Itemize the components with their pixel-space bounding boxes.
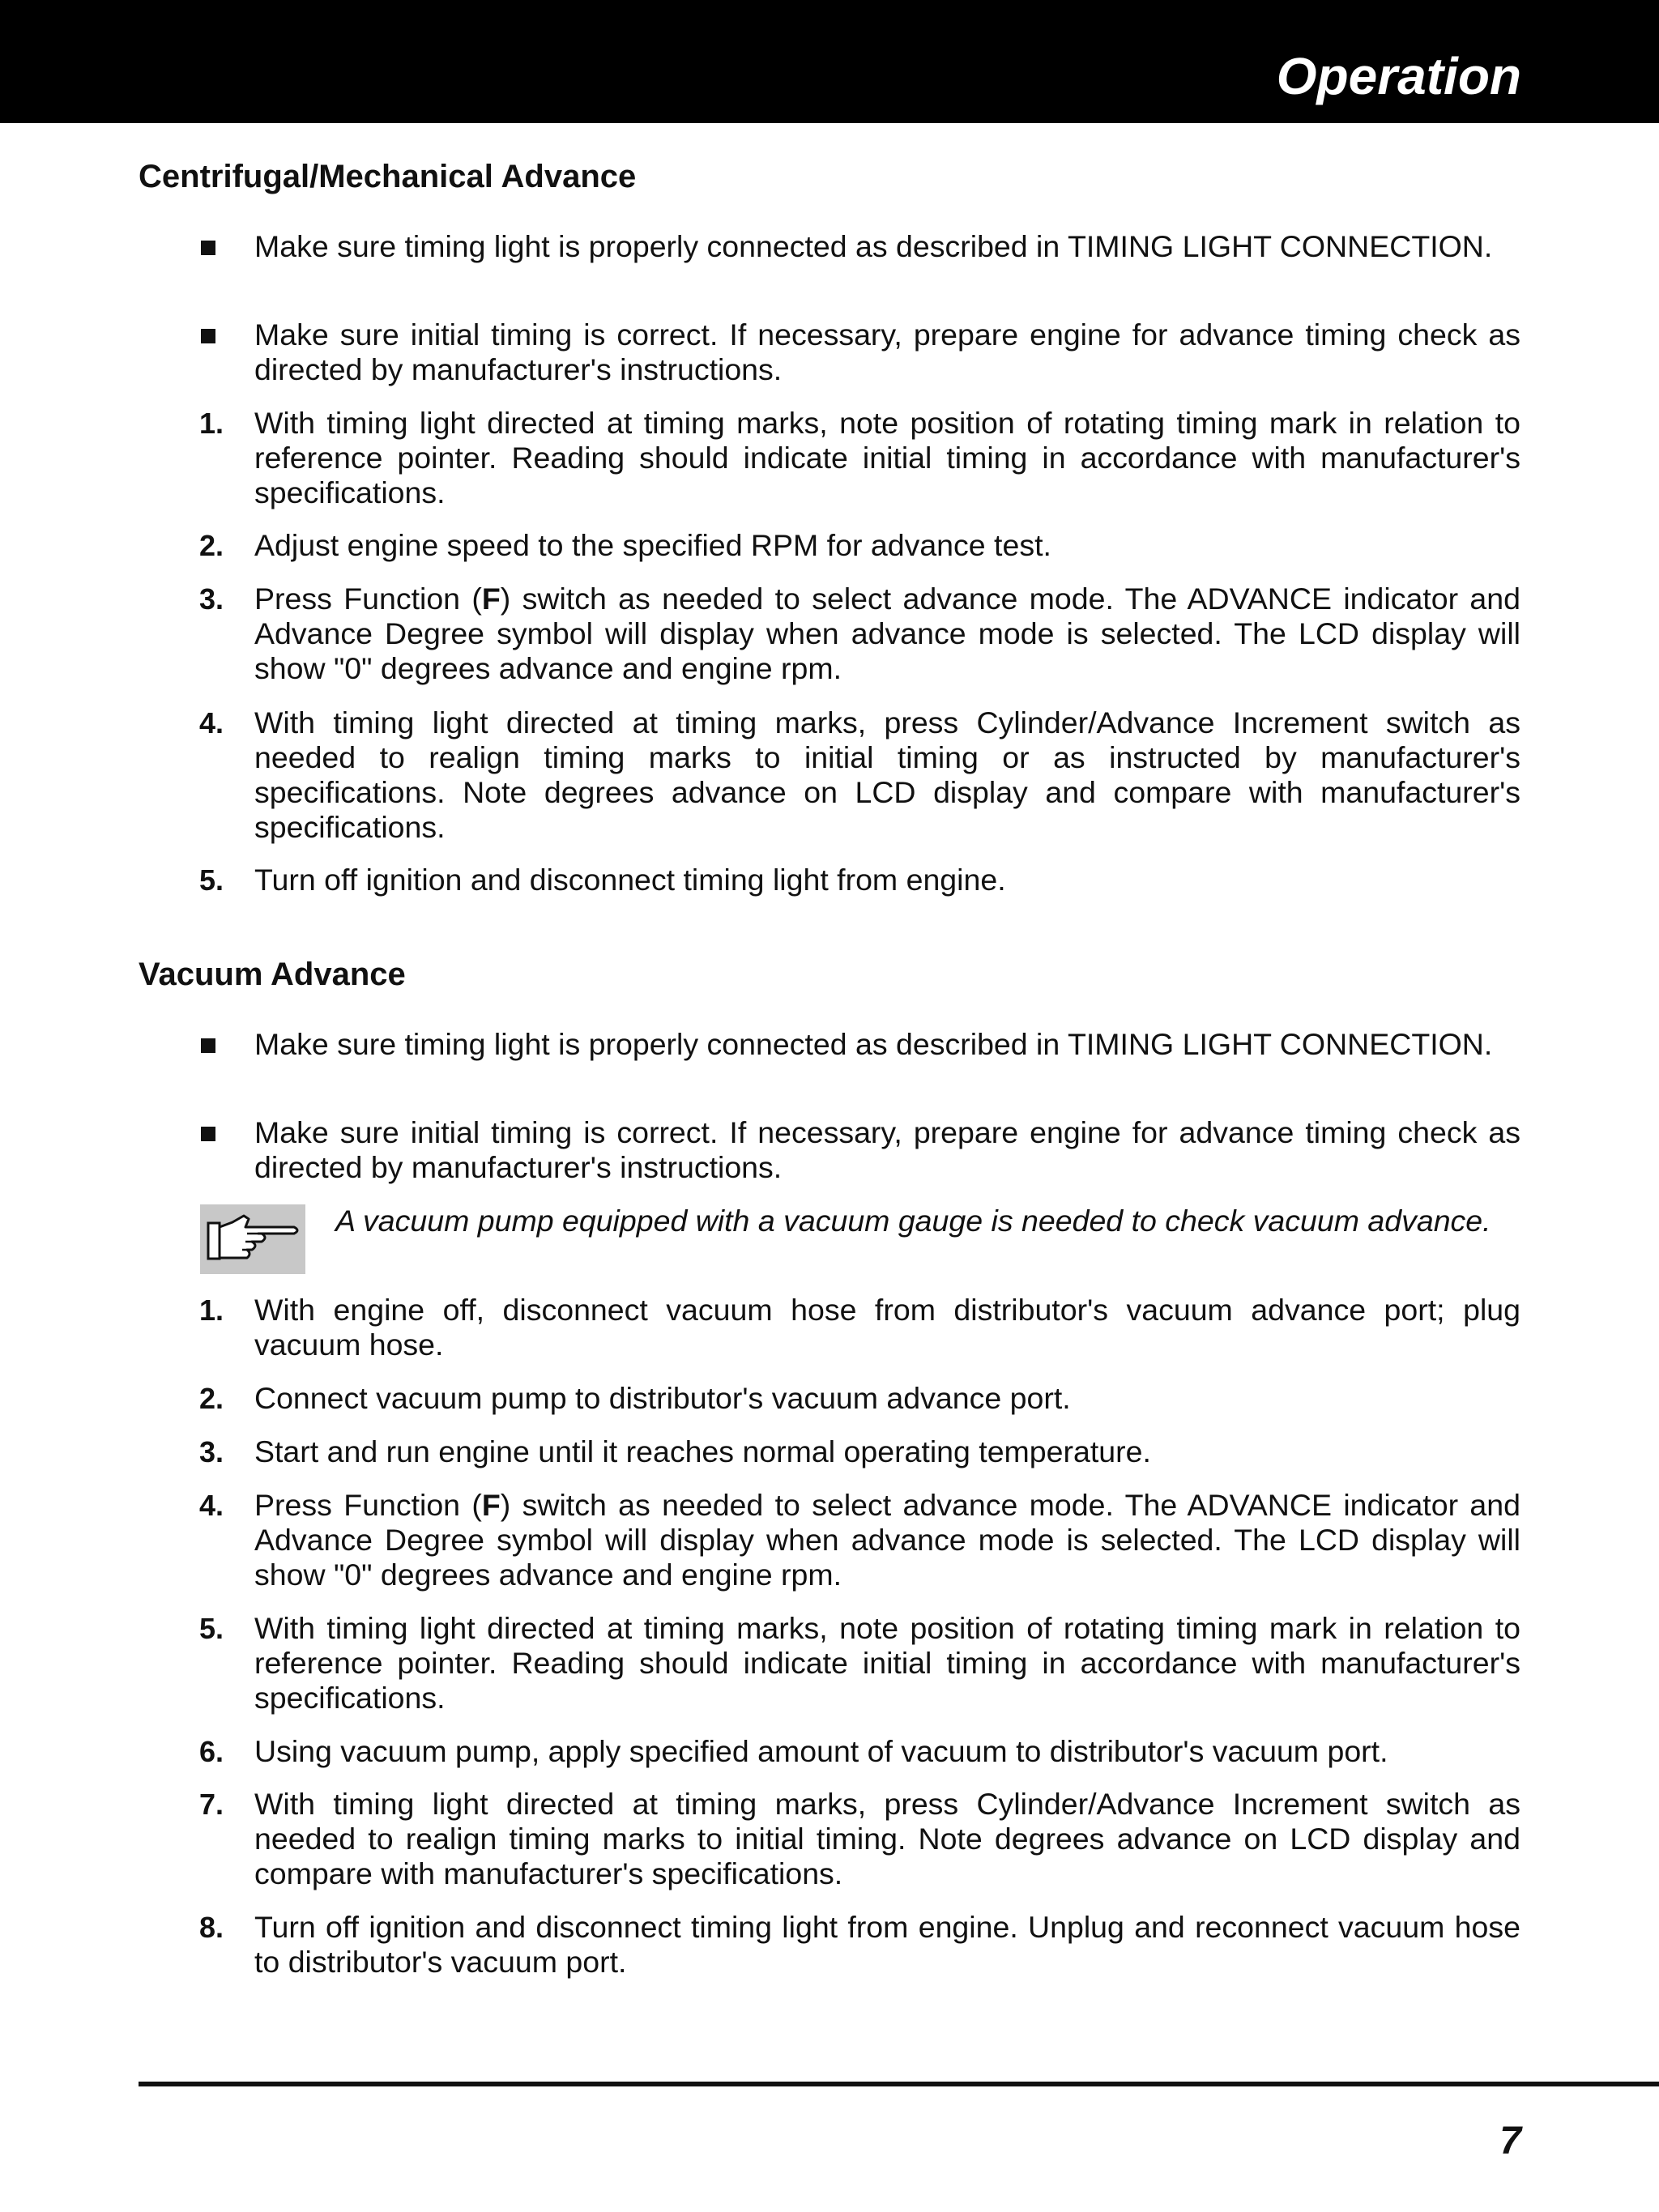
step-text: Press Function (F) switch as needed to select advance mode. The ADVANCE indicator and Advance Degree symbol will display when advance mode is selected. The LCD display will show "0" degrees advance and engine rpm. bbox=[254, 1488, 1520, 1592]
square-bullet-icon bbox=[201, 241, 215, 255]
step-text: Using vacuum pump, apply specified amount of vacuum to distributor's vacuum port. bbox=[254, 1734, 1388, 1768]
step-number: 4. bbox=[199, 1489, 224, 1522]
bullet-text: Make sure timing light is properly connected as described in TIMING LIGHT CONNECTION. bbox=[254, 1027, 1493, 1061]
step-number: 6. bbox=[199, 1735, 224, 1768]
step-text: Adjust engine speed to the specified RPM for advance test. bbox=[254, 528, 1051, 562]
function-key-label: F bbox=[481, 1488, 501, 1522]
bullet-text: Make sure initial timing is correct. If necessary, prepare engine for advance timing check as directed by manufacturer's instructions. bbox=[254, 318, 1520, 386]
footer-rule bbox=[139, 2082, 1659, 2086]
step-text: With timing light directed at timing marks, press Cylinder/Advance Increment switch as needed to realign timing marks to initial timing. Note degrees advance on LCD display and compare with manufacturer's specifications. bbox=[254, 1787, 1520, 1890]
step-text: With engine off, disconnect vacuum hose from distributor's vacuum advance port; plug vacuum hose. bbox=[254, 1293, 1520, 1362]
step-text: With timing light directed at timing marks, press Cylinder/Advance Increment switch as needed to realign timing marks to initial timing or as instructed by manufacturer's specifications. Note degrees advance on LCD display and compare with manufacturer's specifications. bbox=[254, 705, 1520, 844]
step-number: 8. bbox=[199, 1911, 224, 1944]
square-bullet-icon bbox=[201, 1127, 215, 1141]
step-number: 3. bbox=[199, 582, 224, 616]
bullet-text: Make sure initial timing is correct. If necessary, prepare engine for advance timing check as directed by manufacturer's instructions. bbox=[254, 1115, 1520, 1184]
step-number: 3. bbox=[199, 1435, 224, 1468]
step-number: 2. bbox=[199, 1382, 224, 1415]
step-text: Press Function (F) switch as needed to select advance mode. The ADVANCE indicator and Advance Degree symbol will display when advance mode is selected. The LCD display will show "0" degrees advance and engine rpm. bbox=[254, 582, 1520, 685]
step-text: Turn off ignition and disconnect timing light from engine. Unplug and reconnect vacuum hose to distributor's vacuum port. bbox=[254, 1910, 1520, 1979]
step-text: With timing light directed at timing marks, note position of rotating timing mark in relation to reference pointer. Reading should indicate initial timing in accordance with manufacturer's specifications. bbox=[254, 1611, 1520, 1715]
section-heading-centrifugal: Centrifugal/Mechanical Advance bbox=[139, 159, 637, 194]
function-key-label: F bbox=[481, 582, 501, 616]
bullet-text: Make sure timing light is properly connected as described in TIMING LIGHT CONNECTION. bbox=[254, 229, 1493, 263]
step-number: 4. bbox=[199, 706, 224, 739]
page-number: 7 bbox=[1499, 2120, 1521, 2163]
page-header-title: Operation bbox=[1276, 47, 1521, 105]
step-number: 5. bbox=[199, 863, 224, 897]
step-number: 1. bbox=[199, 407, 224, 440]
square-bullet-icon bbox=[201, 329, 215, 343]
step-number: 5. bbox=[199, 1612, 224, 1645]
square-bullet-icon bbox=[201, 1038, 215, 1053]
page-header-bar bbox=[0, 0, 1659, 123]
section-heading-vacuum: Vacuum Advance bbox=[139, 957, 406, 992]
step-text: Start and run engine until it reaches normal operating temperature. bbox=[254, 1434, 1151, 1468]
step-text: With timing light directed at timing marks, note position of rotating timing mark in relation to reference pointer. Reading should indicate initial timing in accordance with manufacturer's specifications. bbox=[254, 406, 1520, 509]
step-text: Connect vacuum pump to distributor's vacuum advance port. bbox=[254, 1381, 1071, 1415]
step-number: 1. bbox=[199, 1294, 224, 1327]
step-number: 2. bbox=[199, 529, 224, 562]
pointing-hand-icon bbox=[200, 1204, 305, 1274]
step-text: Turn off ignition and disconnect timing light from engine. bbox=[254, 863, 1006, 897]
step-number: 7. bbox=[199, 1788, 224, 1821]
pointing-hand-icon-graphic bbox=[200, 1204, 305, 1274]
note-text: A vacuum pump equipped with a vacuum gauge is needed to check vacuum advance. bbox=[335, 1204, 1491, 1238]
